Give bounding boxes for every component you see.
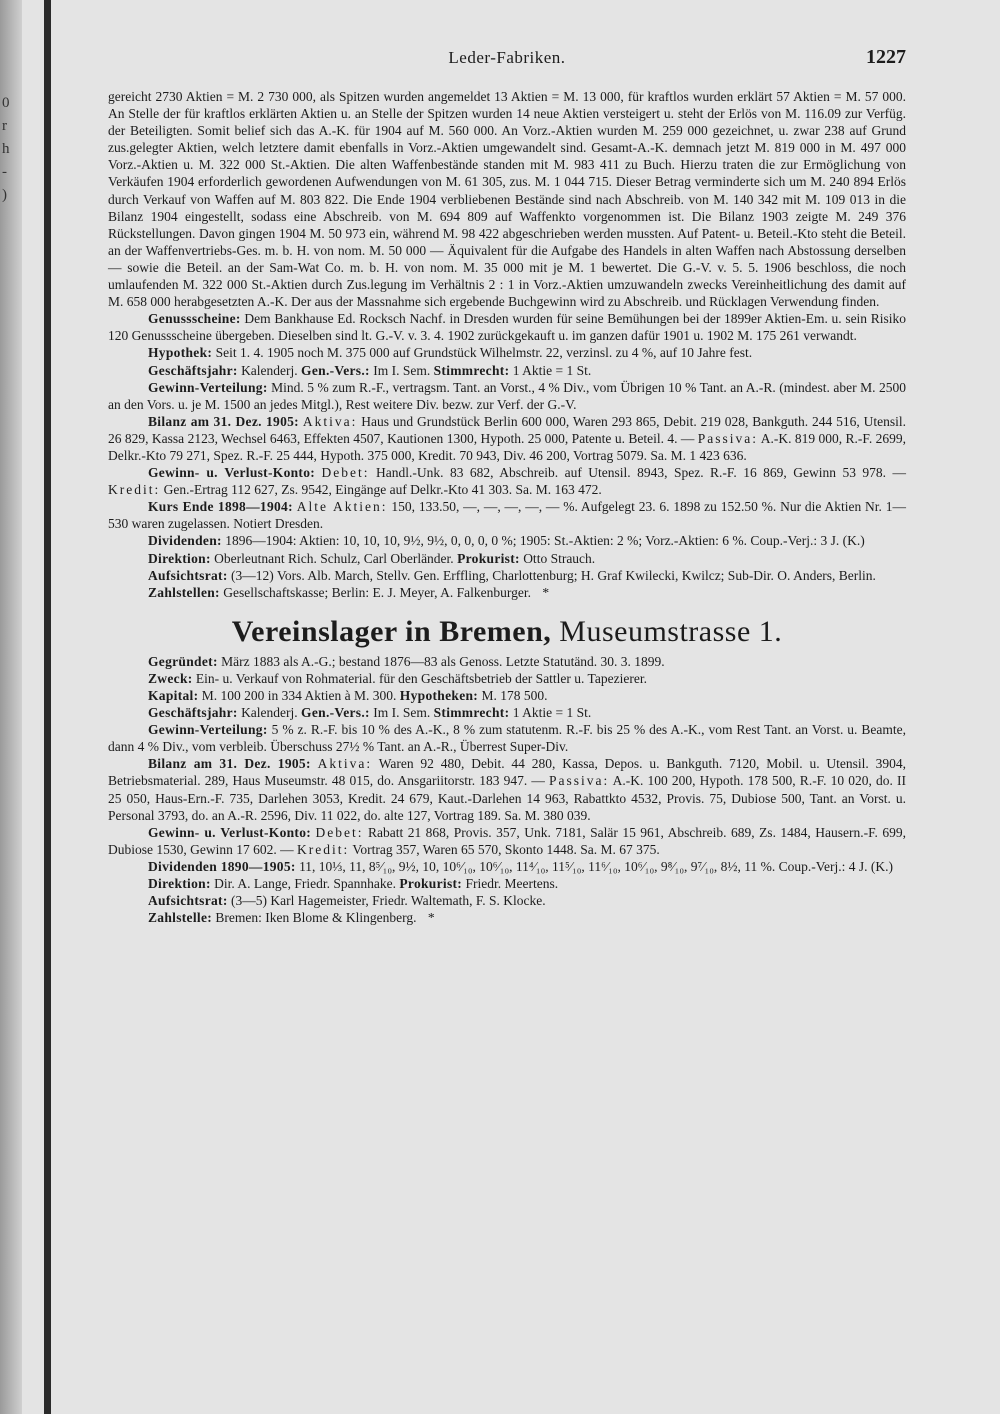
entry-gewinn-verlust [108,464,906,498]
entry-genussscheine [108,310,906,344]
book-binding-shadow [0,0,22,1414]
entry-geschaeftsjahr [108,704,906,721]
entry-label: Bilanz am 31. Dez. 1905: [148,756,311,772]
entry-direktion [108,875,906,892]
entry-zahlstelle [108,909,906,926]
entry-text-3: 1 Aktie = 1 St. [512,362,592,378]
company-name: Vereinslager in Bremen, [231,614,552,648]
binding-edge [44,0,51,1414]
entry-label: Gewinn- u. Verlust-Konto: [148,465,316,481]
entry-zahlstellen [108,584,906,601]
entry-kurs [108,498,906,532]
entry-text-2: Im I. Sem. [373,362,431,378]
entry-sublabel-2: Kredit: [297,841,350,857]
entry-text: März 1883 als A.-G.; bestand 1876—83 als Genoss. Letzte Statutänd. 30. 3. 1899. [221,653,665,669]
entry-bilanz [108,413,906,464]
entry-hypothek [108,344,906,361]
margin-mark: - [2,164,7,180]
margin-mark: 0 [2,95,10,111]
entry-label: Zweck: [148,670,193,686]
margin-mark: h [2,141,10,157]
entry-label-2: Gen.-Vers.: [301,705,370,721]
entry-label-3: Stimmrecht: [433,362,510,378]
entry-text: Mind. 5 % zum R.-F., vertragsm. Tant. an Vorst., 4 % Div., vom Übrigen 10 % Tant. an A.-R. (mindest. aber M. 2500 an den Vors. u. je M. 1500 an jedes Mitgl.), Rest weitere Div. bezw. zur Verf. der G.-V. [108,379,906,412]
entry-text: Ein- u. Verkauf von Rohmaterial. für den Geschäftsbetrieb der Sattler u. Tapezierer. [195,670,647,686]
entry-geschaeftsjahr [108,362,906,379]
entry-text: 11, 10⅓, 11, 8⁵⁄₁₀, 9½, 10, 10⁶⁄₁₀, 10⁶⁄₁₀, 11⁴⁄₁₀, 11⁵⁄₁₀, 11⁶⁄₁₀, 10⁶⁄₁₀, 9⁸⁄₁₀, 9⁷⁄₁₀, 8½, 11 %. Coup.-Verj.: 4 J. (K.) [299,858,894,874]
entry-sublabel: Debet: [321,465,370,481]
entry-text-2: A.-K. 100 200, Hypoth. 178 500, R.-F. 10 020, do. II 25 050, Haus-Ern.-F. 735, Darlehen 3053, Kredit. 24 679, Kaut.-Darlehen 14 963, Rabattkto 4532, Provis. 75, Dubiose 500, Tant. an Vorst. u. Personal 3793, do. an A.-R. 2596, Div. 11 022, do. alte 127, Vortrag 189. Sa. M. 380 039. [108,773,906,823]
entry-text: Kalenderj. [241,362,298,378]
entry-label: Bilanz am 31. Dez. 1905: [148,413,299,429]
company-heading [108,615,906,649]
entry-gewinn-verlust [108,824,906,858]
entry-label: Gewinn-Verteilung: [148,722,268,738]
left-margin-marks [2,92,18,207]
entry-label: Genussscheine: [148,311,241,327]
margin-mark: ) [2,187,7,203]
entry-label: Zahlstelle: [148,910,213,926]
entry-text: (3—5) Karl Hagemeister, Friedr. Waltemath, F. S. Klocke. [231,893,546,909]
entry-text: (3—12) Vors. Alb. March, Stellv. Gen. Erffling, Charlottenburg; H. Graf Kwilecki, Kwilcz; Sub-Dir. O. Anders, Berlin. [231,567,876,583]
entry-label-2: Gen.-Vers.: [301,362,370,378]
entry-text: Seit 1. 4. 1905 noch M. 375 000 auf Grundstück Wilhelmstr. 22, verzinsl. zu 4 %, auf 10 Jahre fest. [215,345,753,361]
document-page [108,48,906,926]
entry-sublabel-2: Kredit: [108,482,161,498]
entry-text-2: Vortrag 357, Waren 65 570, Skonto 1448. Sa. M. 67 375. [352,841,660,857]
entry-text-2: Im I. Sem. [373,705,431,721]
entry-label: Gegründet: [148,653,218,669]
entry-text: Handl.-Unk. 83 682, Abschreib. auf Utensil. 8943, Spez. R.-F. 16 869, Gewinn 53 978. — [376,465,907,481]
entry-text: Oberleutnant Rich. Schulz, Carl Oberländer. [214,550,454,566]
entry-aufsichtsrat [108,567,906,584]
entry-text: M. 100 200 in 334 Aktien à M. 300. [201,688,397,703]
intro-paragraph: gereicht 2730 Aktien = M. 2 730 000, als Spitzen wurden angemeldet 13 Aktien = M. 13 000, für kraftlos wurden erklärt 57 Aktien = M. 57 000. An Stelle der für kraftlos erklärten Aktien u. an Stelle der Spitzen wurden 14 neue Aktien versteigert u. steht der Erlös von M. 116.09 zur Verfüg. der Beteiligten. Somit belief sich das A.-K. für 1904 auf M. 560 000. An Vorz.-Aktien wurden M. 259 000 gezeichnet, u. zwar 238 auf Grund zus.gelegter Aktien, welch letztere damit ebenfalls in Vorz.-Aktien umgewandelt sind. Gesamt-A.-K. demnach jetzt M. 819 000 in M. 497 000 Vorz.-Aktien u. M. 322 000 St.-Aktien. Die alten Waffenbestände standen mit M. 983 411 zu Buch. Hierzu traten die zur Ermöglichung von Verkäufen 1904 erforderlich gewordenen Aufwendungen von M. 61 305, zus. M. 1 044 715. Dieser Betrag verminderte sich um M. 240 894 Erlös durch Verkauf von Waffen auf M. 803 822. Die Ende 1904 verbliebenen Bestände sind nach Abschreib. von M. 140 342 mit M. 109 013 in die Bilanz 1904 eingestellt, sodass eine Abschreib. von M. 694 809 auf Waffenkto vorgenommen ist. Die Bilanz 1903 zeigte M. 249 376 Rückstellungen. Davon gingen 1904 M. 50 973 ein, während M. 98 422 abgeschrieben werden mussten. Auf Patent- u. Beteil.-Kto steht die Beteil. an der Waffenvertriebs-Ges. m. b. H. von nom. M. 50 000 — Äquivalent für die Aufgabe des Handels in alten Waffen nach Abstossung derselben — sowie die Beteil. an der Sam-Wat Co. m. b. H. von nom. M. 35 000 mit je M. 1 bewertet. Die G.-V. v. 5. 5. 1906 beschloss, die noch umlaufenden M. 322 000 St.-Aktien durch Zus.legung im Verhältnis 2 : 1 in Vorz.-Aktien umzuwandeln zwecks Vereinheitlichung des damit auf M. 658 000 herabgesetzten A.-K. Der aus der Massnahme sich ergebende Buchgewinn wird zu Abschreib. und Rücklagen Verwendung finden. [108,89,906,310]
page-number: 1227 [866,46,906,68]
entry-text: Rabatt 21 868, Provis. 357, Unk. 7181, Salär 15 961, Abschreib. 689, Zs. 1484, Hausern.-F. 699, Dubiose 1530, Gewinn 17 602. — [108,824,906,857]
entry-bilanz [108,755,906,823]
entry-sublabel: Aktiva: [302,413,358,429]
entry-label: Kapital: [148,688,199,703]
entry-zweck [108,670,906,687]
entry-label: Geschäftsjahr: [148,362,238,378]
entry-dividenden [108,532,906,549]
entry-text-2: Friedr. Meertens. [465,876,559,892]
entry-label: Hypothek: [148,345,213,361]
end-asterisk: * [427,910,435,926]
entry-label-3: Stimmrecht: [433,705,510,721]
running-head [108,48,906,88]
entry-text: Bremen: Iken Blome & Klingenberg. [215,910,417,926]
entry-text-2: A.-K. 819 000, R.-F. 2699, Delkr.-Kto 79 271, Spez. R.-F. 25 444, Hypoth. 375 000, Kredit. 70 943, Div. 46 200, Vortrag 5079. Sa. M. 1 423 636. [108,430,906,463]
entry-gegruendet [108,653,906,670]
entry-text: 150, 133.50, —, —, —, —, — %. Aufgelegt 23. 6. 1898 zu 152.50 %. Nur die Aktien Nr. 1—530 waren zugelassen. Notiert Dresden. [108,499,907,532]
entry-label: Aufsichtsrat: [148,567,228,583]
entry-label: Direktion: [148,876,211,892]
end-asterisk: * [542,584,550,600]
entry-text: 1896—1904: Aktien: 10, 10, 10, 9½, 9½, 0, 0, 0, 0 %; 1905: St.-Aktien: 2 %; Vorz.-Aktien: 6 %. Coup.-Verj.: 3 J. (K.) [225,533,865,549]
entry-text: Haus und Grundstück Berlin 600 000, Waren 293 865, Debit. 219 028, Bankguth. 244 516, Utensil. 26 829, Kassa 2123, Wechsel 6463, Effekten 4507, Kautionen 1300, Hypoth. 25 000, Patente u. Beteil. 4. — [108,413,906,446]
entry-text: 5 % z. R.-F. bis 10 % des A.-K., 8 % zum statutenm. R.-F. bis 25 % des A.-K., vom Rest Tant. an Vorst. u. Beamte, dann 4 % Div., vom verbleib. Überschuss 27½ % Tant. an A.-R., Überrest Super-Div. [108,722,907,755]
entry-text: Waren 92 480, Debit. 44 280, Kassa, Depos. u. Bankguth. 7120, Mobil. u. Utensil. 3904, Betriebsmaterial. 289, Haus Museumstr. 48 015, do. Ansgariitorstr. 183 947. — [108,756,906,789]
entry-gewinn-verteilung [108,379,906,413]
entry-text: Kalenderj. [241,705,298,721]
entry-label: Aufsichtsrat: [148,893,228,909]
entry-text: Dir. A. Lange, Friedr. Spannhake. [214,876,396,892]
entry-label: Direktion: [148,550,211,566]
entry-kapital [108,687,906,704]
entry-aufsichtsrat [108,892,906,909]
entry-direktion [108,550,906,567]
entry-sublabel: Alte Aktien: [296,499,388,515]
entry-label: Zahlstellen: [148,584,220,600]
entry-sublabel: Aktiva: [317,756,373,772]
entry-label: Gewinn- u. Verlust-Konto: [148,824,312,840]
entry-text-2: Otto Strauch. [523,550,596,566]
entry-sublabel-2: Passiva: [697,430,759,446]
entry-text-2: M. 178 500. [481,688,548,703]
margin-mark: r [2,118,7,134]
entry-label: Dividenden 1890—1905: [148,858,296,874]
entry-label-2: Prokurist: [457,550,520,566]
entry-label: Gewinn-Verteilung: [148,379,268,395]
entry-label: Dividenden: [148,533,222,549]
entry-sublabel-2: Passiva: [549,773,610,789]
entry-label: Kurs Ende 1898—1904: [148,499,293,515]
company-address: Museumstrasse 1. [559,614,783,648]
entry-label-2: Hypotheken: [399,688,479,703]
entry-text-3: 1 Aktie = 1 St. [512,705,592,721]
entry-label-2: Prokurist: [399,876,463,892]
entry-dividenden [108,858,906,875]
running-title: Leder-Fabriken. [448,48,566,67]
entry-text: Dem Bankhause Ed. Rocksch Nachf. in Dresden wurden für seine Bemühungen bei der 1899er Aktien-Em. u. sein Risiko 120 Genussscheine übergeben. Dieselben sind lt. G.-V. v. 3. 4. 1902 zurückgekauft u. im ganzen dafür 1901 u. 1902 M. 175 261 verwandt. [108,311,906,344]
entry-sublabel: Debet: [315,824,364,840]
entry-text: Gesellschaftskasse; Berlin: E. J. Meyer, A. Falkenburger. [223,584,532,600]
entry-text-2: Gen.-Ertrag 112 627, Zs. 9542, Eingänge auf Delkr.-Kto 41 303. Sa. M. 163 472. [163,482,602,498]
entry-gewinn-verteilung [108,721,906,755]
entry-label: Geschäftsjahr: [148,705,238,721]
